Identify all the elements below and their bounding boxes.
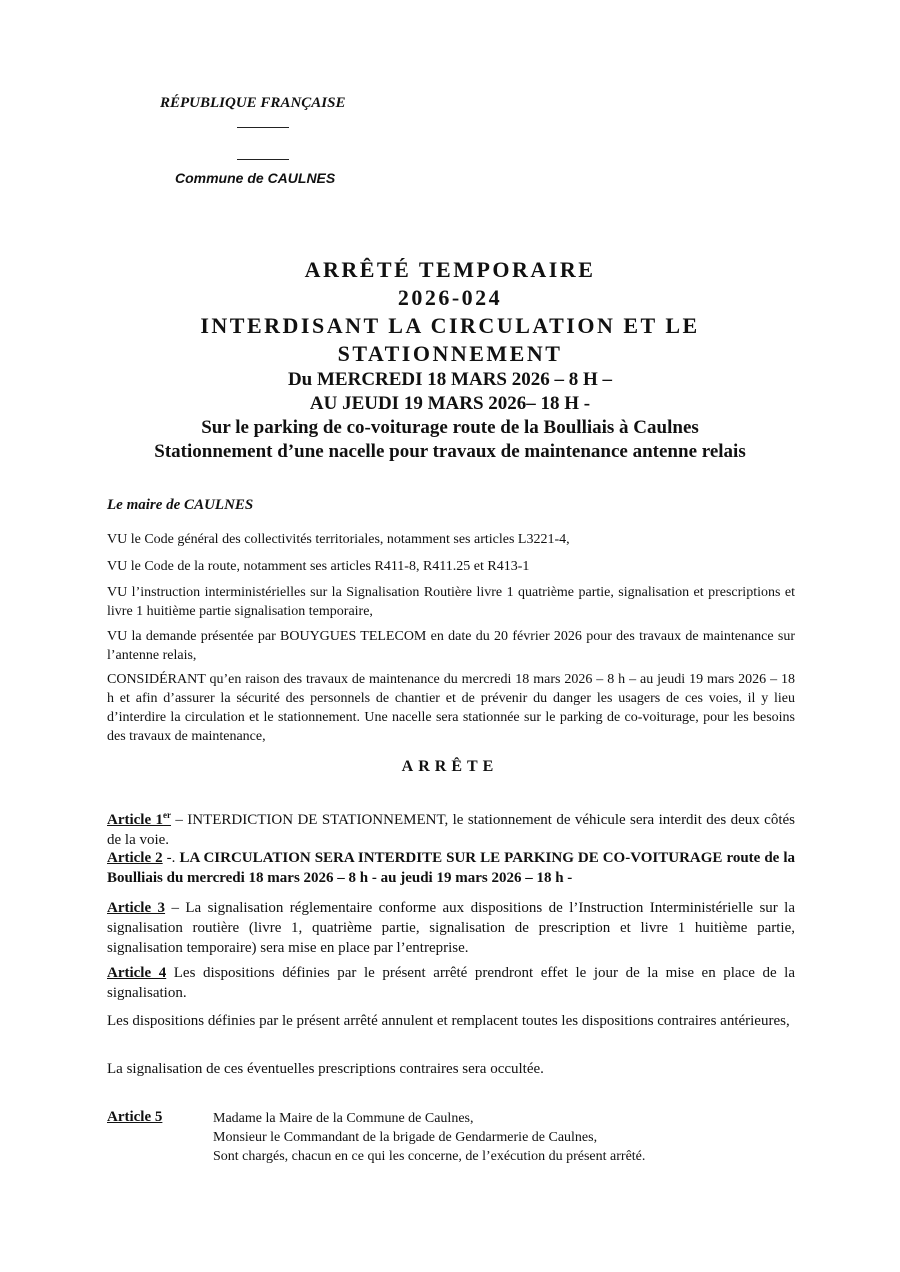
article-5-label: Article 5: [107, 1109, 163, 1125]
divider: [237, 127, 289, 128]
title-date-start: Du MERCREDI 18 MARS 2026 – 8 H –: [287, 369, 613, 390]
article-5-line: Sont chargés, chacun en ce qui les concerne, de l’exécution du présent arrêté.: [213, 1149, 646, 1164]
title-line: ARRÊTÉ TEMPORAIRE: [304, 257, 596, 282]
article-label: Article 3: [107, 900, 166, 916]
considerant-paragraph: CONSIDÉRANT qu’en raison des travaux de maintenance du mercredi 18 mars 2026 – 8 h – au jeudi 19 mars 2026 – 18 h et afin d’assurer la sécurité des personnels de chantier et de prévenir du danger les usagers de ces voies, il y lieu d’interdire la circulation et le stationnement. Une nacelle sera stationnée sur le parking de co-voiturage, pour les besoins des travaux de maintenance,: [107, 672, 795, 744]
divider: [237, 159, 289, 160]
article-1: [107, 805, 795, 850]
title-line: STATIONNEMENT: [337, 341, 563, 366]
article-text: LA CIRCULATION SERA INTERDITE SUR LE PARKING DE CO-VOITURAGE route de la Boulliais du mercredi 18 mars 2026 – 8 h - au jeudi 19 mars 2026 – 18 h -: [107, 850, 796, 886]
vu-paragraph: VU la demande présentée par BOUYGUES TELECOM en date du 20 février 2026 pour des travaux de maintenance sur l’antenne relais,: [107, 629, 795, 663]
commune-name: Commune de CAULNES: [175, 170, 336, 186]
article-4-paragraph: Les dispositions définies par le présent arrêté annulent et remplacent toutes les dispositions contraires antérieures,: [107, 1013, 790, 1029]
article-text: Les dispositions définies par le présent arrêté prendront effet le jour de la mise en place de la signalisation.: [107, 965, 795, 1001]
title-number: 2026-024: [397, 285, 503, 310]
title-purpose: Stationnement d’une nacelle pour travaux de maintenance antenne relais: [154, 441, 746, 462]
article-label: Article 1er: [107, 810, 172, 828]
article-4-paragraph: La signalisation de ces éventuelles prescriptions contraires sera occultée.: [107, 1061, 544, 1077]
republique-francaise: RÉPUBLIQUE FRANÇAISE: [160, 95, 346, 111]
article-4: [107, 963, 795, 1003]
article-label: Article 2: [107, 850, 163, 866]
arrete-heading: ARRÊTE: [401, 758, 499, 775]
article-2: Article 2 -. LA CIRCULATION SERA INTERDITE SUR LE PARKING DE CO-VOITURAGE route de la Boulliais du mercredi 18 mars 2026 – 8 h - au jeudi 19 mars 2026 – 18 h -: [107, 850, 796, 886]
vu-paragraph: VU le Code de la route, notamment ses articles R411-8, R411.25 et R413-1: [107, 559, 530, 574]
title-location: Sur le parking de co-voiturage route de la Boulliais à Caulnes: [201, 417, 699, 438]
article-text: – La signalisation réglementaire conforme aux dispositions de l’Instruction Interministérielle sur la signalisation routière (livre 1, quatrième partie, signalisation de prescription et livre 1 huitième partie, signalisation temporaire) sera mise en place par l’entreprise.: [107, 900, 796, 956]
title-line: INTERDISANT LA CIRCULATION ET LE: [200, 313, 700, 338]
vu-paragraph: VU l’instruction interministérielles sur la Signalisation Routière livre 1 quatrième partie, signalisation et prescriptions et livre 1 huitième partie signalisation temporaire,: [107, 585, 795, 619]
arrete-title: [60, 256, 840, 464]
maire-heading: Le maire de CAULNES: [107, 497, 254, 513]
article-3: [107, 898, 795, 958]
article-label: Article 4: [107, 965, 167, 981]
article-5-text: [213, 1109, 645, 1166]
article-text: – INTERDICTION DE STATIONNEMENT, le stationnement de véhicule sera interdit des deux côtés de la voie.: [107, 812, 795, 848]
article-5-line: Madame la Maire de la Commune de Caulnes,: [213, 1111, 474, 1126]
vu-paragraph: VU le Code général des collectivités territoriales, notamment ses articles L3221-4,: [107, 532, 570, 547]
title-date-end: AU JEUDI 19 MARS 2026– 18 H -: [309, 393, 591, 414]
article-5-line: Monsieur le Commandant de la brigade de Gendarmerie de Caulnes,: [213, 1130, 598, 1145]
